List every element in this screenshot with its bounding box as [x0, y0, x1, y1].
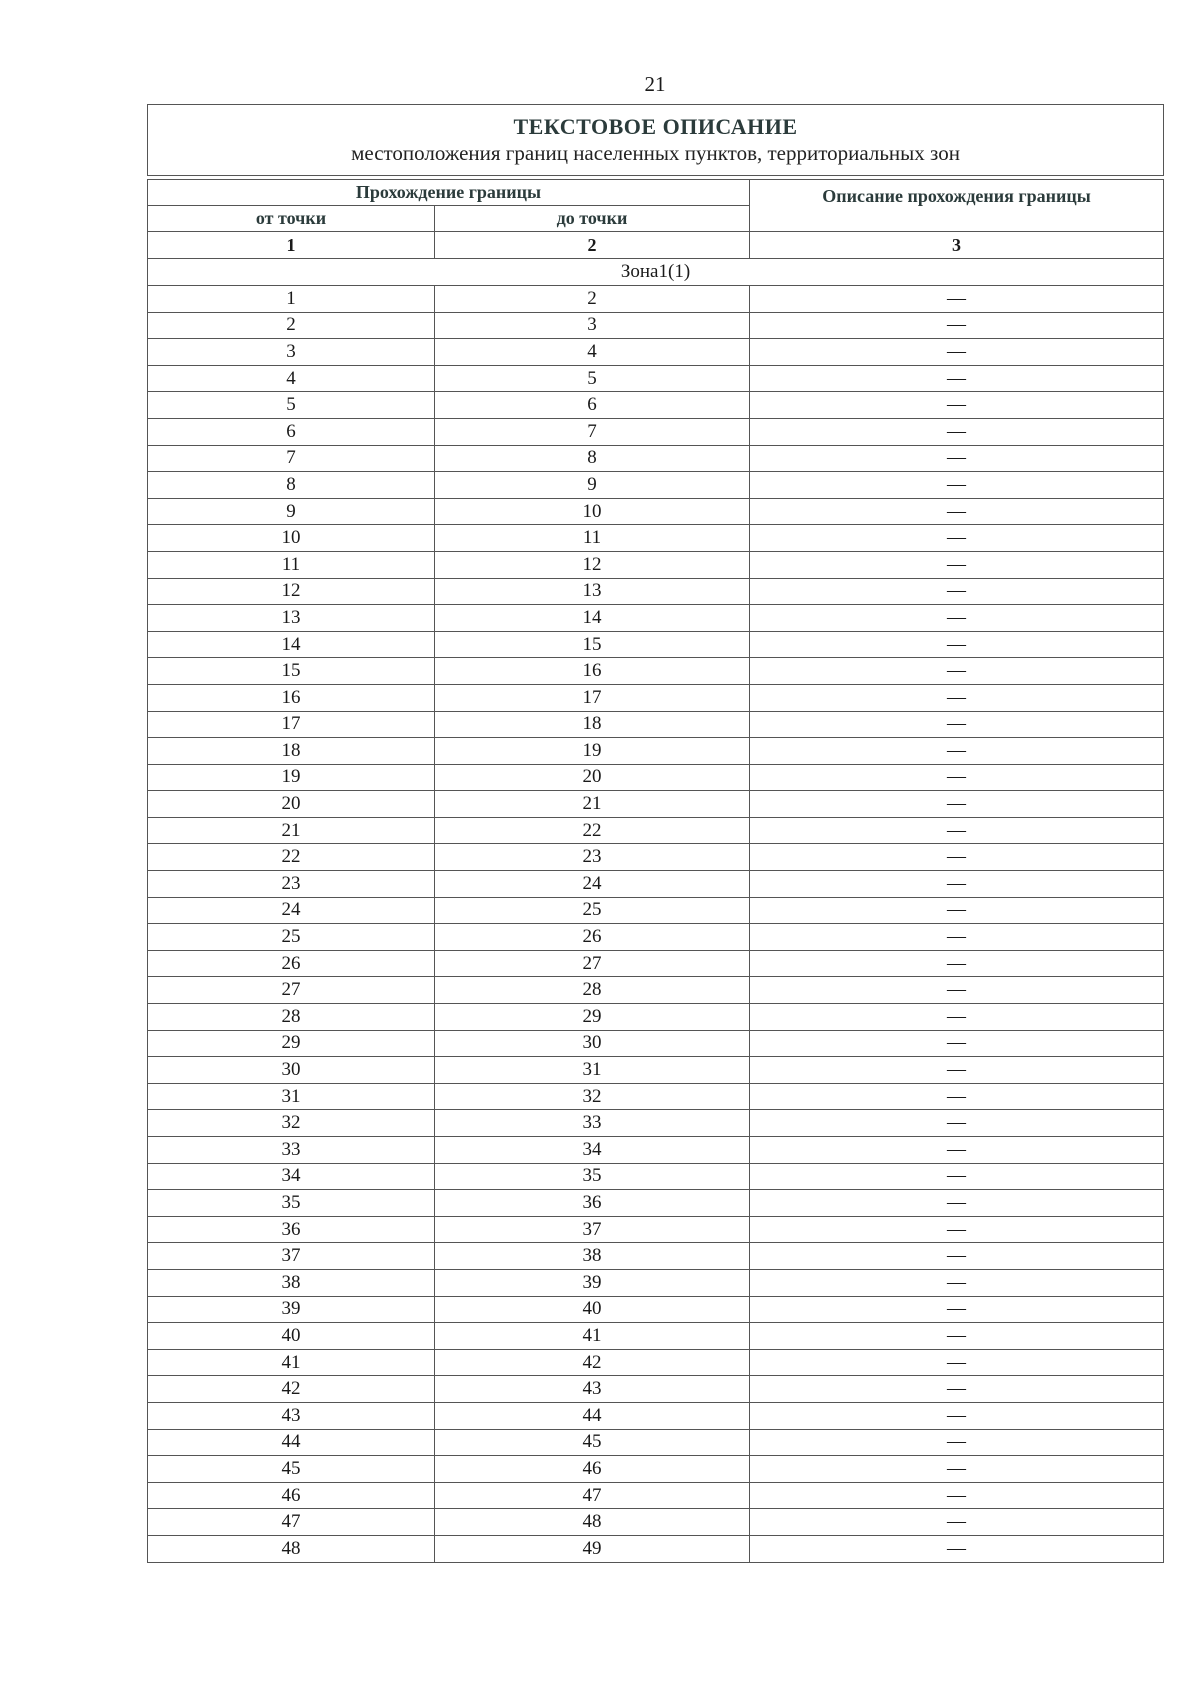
description-cell: — [750, 605, 1164, 632]
to-point-cell: 5 [435, 365, 750, 392]
description-cell: — [750, 339, 1164, 366]
to-point-cell: 12 [435, 551, 750, 578]
table-row [148, 1004, 1164, 1031]
description-cell: — [750, 1456, 1164, 1483]
description-cell: — [750, 1376, 1164, 1403]
description-cell: — [750, 1083, 1164, 1110]
from-point-cell: 23 [148, 871, 435, 898]
description-cell: — [750, 1429, 1164, 1456]
to-point-cell: 11 [435, 525, 750, 552]
from-point-cell: 45 [148, 1456, 435, 1483]
description-cell: — [750, 738, 1164, 765]
to-point-cell: 34 [435, 1137, 750, 1164]
to-point-cell: 29 [435, 1004, 750, 1031]
table-row [148, 897, 1164, 924]
description-cell: — [750, 1482, 1164, 1509]
from-point-cell: 1 [148, 286, 435, 313]
from-point-cell: 38 [148, 1269, 435, 1296]
description-cell: — [750, 1243, 1164, 1270]
table-row [148, 844, 1164, 871]
from-point-cell: 2 [148, 312, 435, 339]
description-cell: — [750, 1402, 1164, 1429]
from-point-cell: 19 [148, 764, 435, 791]
table-row [148, 1057, 1164, 1084]
from-point-cell: 16 [148, 684, 435, 711]
table-row [148, 365, 1164, 392]
from-point-cell: 36 [148, 1216, 435, 1243]
to-point-cell: 27 [435, 950, 750, 977]
table-row [148, 658, 1164, 685]
description-cell: — [750, 631, 1164, 658]
from-point-cell: 9 [148, 498, 435, 525]
to-point-cell: 43 [435, 1376, 750, 1403]
to-point-cell: 39 [435, 1269, 750, 1296]
from-point-cell: 37 [148, 1243, 435, 1270]
description-cell: — [750, 1349, 1164, 1376]
from-point-cell: 29 [148, 1030, 435, 1057]
to-point-cell: 17 [435, 684, 750, 711]
to-point-cell: 49 [435, 1535, 750, 1562]
to-point-cell: 21 [435, 791, 750, 818]
table-row [148, 1402, 1164, 1429]
table-row [148, 498, 1164, 525]
to-point-cell: 22 [435, 817, 750, 844]
column-number: 2 [435, 232, 750, 259]
header-description: Описание прохождения границы [750, 180, 1164, 232]
to-point-cell: 45 [435, 1429, 750, 1456]
to-point-cell: 4 [435, 339, 750, 366]
table-row [148, 738, 1164, 765]
table-row [148, 1216, 1164, 1243]
table-row [148, 1482, 1164, 1509]
description-cell: — [750, 286, 1164, 313]
document-subtitle: местоположения границ населенных пунктов, территориальных зон [351, 141, 960, 165]
zone-label: Зона1(1) [148, 259, 1164, 286]
to-point-cell: 47 [435, 1482, 750, 1509]
table-row [148, 392, 1164, 419]
from-point-cell: 8 [148, 472, 435, 499]
column-number: 1 [148, 232, 435, 259]
to-point-cell: 24 [435, 871, 750, 898]
description-cell: — [750, 977, 1164, 1004]
description-cell: — [750, 844, 1164, 871]
to-point-cell: 7 [435, 418, 750, 445]
table-row [148, 1376, 1164, 1403]
table-row [148, 1243, 1164, 1270]
to-point-cell: 32 [435, 1083, 750, 1110]
description-cell: — [750, 1509, 1164, 1536]
from-point-cell: 35 [148, 1190, 435, 1217]
table-row [148, 1535, 1164, 1562]
description-cell: — [750, 684, 1164, 711]
description-cell: — [750, 1137, 1164, 1164]
description-cell: — [750, 1004, 1164, 1031]
description-cell: — [750, 817, 1164, 844]
from-point-cell: 39 [148, 1296, 435, 1323]
table-row [148, 1110, 1164, 1137]
description-cell: — [750, 1296, 1164, 1323]
description-cell: — [750, 1269, 1164, 1296]
table-row [148, 1137, 1164, 1164]
table-row [148, 1349, 1164, 1376]
from-point-cell: 25 [148, 924, 435, 951]
from-point-cell: 48 [148, 1535, 435, 1562]
table-row [148, 551, 1164, 578]
column-number-row [148, 232, 1164, 259]
from-point-cell: 47 [148, 1509, 435, 1536]
table-row [148, 605, 1164, 632]
to-point-cell: 42 [435, 1349, 750, 1376]
from-point-cell: 21 [148, 817, 435, 844]
title-row [148, 105, 1164, 176]
from-point-cell: 6 [148, 418, 435, 445]
to-point-cell: 20 [435, 764, 750, 791]
description-cell: — [750, 1323, 1164, 1350]
from-point-cell: 46 [148, 1482, 435, 1509]
description-cell: — [750, 392, 1164, 419]
to-point-cell: 16 [435, 658, 750, 685]
table-row [148, 1190, 1164, 1217]
boundary-description-table [147, 104, 1164, 1563]
from-point-cell: 5 [148, 392, 435, 419]
description-cell: — [750, 418, 1164, 445]
description-cell: — [750, 1110, 1164, 1137]
table-row [148, 977, 1164, 1004]
table-row [148, 791, 1164, 818]
to-point-cell: 46 [435, 1456, 750, 1483]
table-row [148, 525, 1164, 552]
to-point-cell: 37 [435, 1216, 750, 1243]
description-cell: — [750, 950, 1164, 977]
description-cell: — [750, 445, 1164, 472]
from-point-cell: 18 [148, 738, 435, 765]
to-point-cell: 48 [435, 1509, 750, 1536]
description-cell: — [750, 764, 1164, 791]
table-row [148, 817, 1164, 844]
to-point-cell: 18 [435, 711, 750, 738]
table-row [148, 578, 1164, 605]
from-point-cell: 34 [148, 1163, 435, 1190]
description-cell: — [750, 1535, 1164, 1562]
to-point-cell: 28 [435, 977, 750, 1004]
to-point-cell: 3 [435, 312, 750, 339]
to-point-cell: 40 [435, 1296, 750, 1323]
table-row [148, 1030, 1164, 1057]
from-point-cell: 22 [148, 844, 435, 871]
from-point-cell: 15 [148, 658, 435, 685]
table-row [148, 1296, 1164, 1323]
to-point-cell: 38 [435, 1243, 750, 1270]
table-row [148, 1509, 1164, 1536]
description-cell: — [750, 1190, 1164, 1217]
to-point-cell: 41 [435, 1323, 750, 1350]
to-point-cell: 26 [435, 924, 750, 951]
from-point-cell: 44 [148, 1429, 435, 1456]
to-point-cell: 15 [435, 631, 750, 658]
from-point-cell: 20 [148, 791, 435, 818]
from-point-cell: 31 [148, 1083, 435, 1110]
to-point-cell: 23 [435, 844, 750, 871]
to-point-cell: 6 [435, 392, 750, 419]
to-point-cell: 25 [435, 897, 750, 924]
from-point-cell: 13 [148, 605, 435, 632]
zone-row [148, 259, 1164, 286]
description-cell: — [750, 312, 1164, 339]
table-row [148, 1456, 1164, 1483]
table-row [148, 339, 1164, 366]
table-row [148, 950, 1164, 977]
from-point-cell: 3 [148, 339, 435, 366]
header-from-point: от точки [148, 206, 435, 232]
description-cell: — [750, 498, 1164, 525]
to-point-cell: 19 [435, 738, 750, 765]
description-cell: — [750, 1057, 1164, 1084]
to-point-cell: 44 [435, 1402, 750, 1429]
title-cell [148, 105, 1164, 176]
document-title: ТЕКСТОВОЕ ОПИСАНИЕ [513, 114, 798, 139]
header-passage: Прохождение границы [148, 180, 750, 206]
from-point-cell: 7 [148, 445, 435, 472]
description-cell: — [750, 365, 1164, 392]
description-cell: — [750, 525, 1164, 552]
to-point-cell: 14 [435, 605, 750, 632]
from-point-cell: 26 [148, 950, 435, 977]
table-row [148, 1269, 1164, 1296]
to-point-cell: 2 [435, 286, 750, 313]
description-cell: — [750, 551, 1164, 578]
from-point-cell: 12 [148, 578, 435, 605]
from-point-cell: 10 [148, 525, 435, 552]
column-number: 3 [750, 232, 1164, 259]
from-point-cell: 4 [148, 365, 435, 392]
table-row [148, 924, 1164, 951]
description-cell: — [750, 924, 1164, 951]
table-row [148, 1323, 1164, 1350]
description-cell: — [750, 871, 1164, 898]
table-row [148, 312, 1164, 339]
description-cell: — [750, 1030, 1164, 1057]
from-point-cell: 30 [148, 1057, 435, 1084]
from-point-cell: 24 [148, 897, 435, 924]
from-point-cell: 17 [148, 711, 435, 738]
table-row [148, 472, 1164, 499]
table-row [148, 711, 1164, 738]
table-row [148, 418, 1164, 445]
to-point-cell: 30 [435, 1030, 750, 1057]
table-row [148, 445, 1164, 472]
description-cell: — [750, 658, 1164, 685]
to-point-cell: 35 [435, 1163, 750, 1190]
description-cell: — [750, 1163, 1164, 1190]
table-row [148, 631, 1164, 658]
to-point-cell: 10 [435, 498, 750, 525]
page-number: 21 [644, 72, 666, 96]
description-cell: — [750, 791, 1164, 818]
from-point-cell: 41 [148, 1349, 435, 1376]
table-row [148, 1429, 1164, 1456]
from-point-cell: 33 [148, 1137, 435, 1164]
from-point-cell: 27 [148, 977, 435, 1004]
table-row [148, 1083, 1164, 1110]
to-point-cell: 36 [435, 1190, 750, 1217]
from-point-cell: 40 [148, 1323, 435, 1350]
table-row [148, 764, 1164, 791]
to-point-cell: 33 [435, 1110, 750, 1137]
from-point-cell: 14 [148, 631, 435, 658]
to-point-cell: 9 [435, 472, 750, 499]
table-row [148, 286, 1164, 313]
from-point-cell: 43 [148, 1402, 435, 1429]
description-cell: — [750, 472, 1164, 499]
from-point-cell: 28 [148, 1004, 435, 1031]
description-cell: — [750, 1216, 1164, 1243]
header-to-point: до точки [435, 206, 750, 232]
to-point-cell: 8 [435, 445, 750, 472]
from-point-cell: 11 [148, 551, 435, 578]
table-row [148, 1163, 1164, 1190]
description-cell: — [750, 711, 1164, 738]
description-cell: — [750, 578, 1164, 605]
table-row [148, 871, 1164, 898]
description-cell: — [750, 897, 1164, 924]
to-point-cell: 31 [435, 1057, 750, 1084]
header-row-top [148, 180, 1164, 206]
table-row [148, 684, 1164, 711]
to-point-cell: 13 [435, 578, 750, 605]
from-point-cell: 32 [148, 1110, 435, 1137]
from-point-cell: 42 [148, 1376, 435, 1403]
